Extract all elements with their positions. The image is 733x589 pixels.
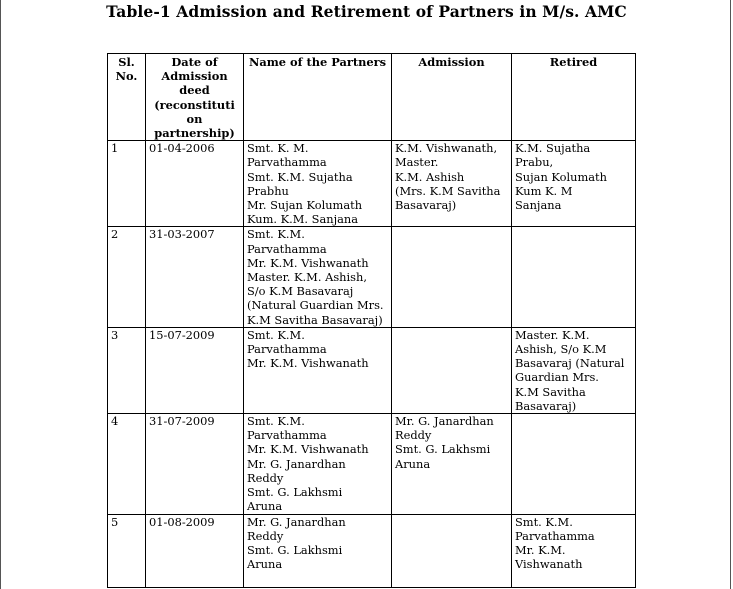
- table-body: [108, 141, 636, 587]
- cell-date: 31-07-2009: [146, 414, 244, 514]
- cell-retired-line: Parvathamma: [515, 528, 595, 543]
- header-name: Name of the Partners: [244, 54, 392, 141]
- cell-admission-line: Reddy: [395, 428, 432, 443]
- header-retired: Retired: [512, 54, 636, 141]
- cell-partners-line: Smt. K. M.: [247, 141, 309, 156]
- cell-retired: [512, 514, 636, 587]
- cell-partners-line: Smt. K.M.: [247, 414, 305, 429]
- cell-date: 01-08-2009: [146, 514, 244, 587]
- cell-partners-line: (Natural Guardian Mrs.: [247, 298, 384, 313]
- cell-admission-line: K.M. Ashish: [395, 169, 465, 184]
- cell-admission-line: Mr. G. Janardhan: [395, 414, 494, 429]
- header-sl-no: Sl. No.: [108, 54, 146, 141]
- cell-partners-line: Reddy: [247, 470, 284, 485]
- cell-partners-line: S/o K.M Basavaraj: [247, 284, 354, 299]
- cell-partners-line: Smt. G. Lakhsmi: [247, 485, 343, 500]
- cell-partners-line: Mr. G. Janardhan: [247, 456, 346, 471]
- cell-partners-line: Mr. Sujan Kolumath: [247, 198, 363, 213]
- cell-admission: [392, 514, 512, 587]
- cell-partners: [244, 227, 392, 327]
- cell-retired-line: K.M. Sujatha: [515, 141, 591, 156]
- table-row: [108, 327, 636, 413]
- cell-retired: [512, 414, 636, 514]
- cell-retired-line: Smt. K.M.: [515, 514, 573, 529]
- cell-partners-line: Smt. K.M. Sujatha: [247, 169, 353, 184]
- cell-date: 31-03-2007: [146, 227, 244, 327]
- cell-date: 01-04-2006: [146, 141, 244, 227]
- cell-partners-line: Parvathamma: [247, 428, 327, 443]
- cell-sl-no: 2: [108, 227, 146, 327]
- cell-retired-line: Basavaraj): [515, 398, 577, 413]
- cell-partners: [244, 414, 392, 514]
- cell-sl-no: 3: [108, 327, 146, 413]
- cell-partners-line: Aruna: [247, 557, 283, 572]
- cell-retired-line: K.M Savitha: [515, 384, 586, 399]
- cell-partners-line: Parvathamma: [247, 342, 327, 357]
- cell-partners-line: Master. K.M. Ashish,: [247, 270, 367, 285]
- cell-retired-line: Sanjana: [515, 198, 562, 213]
- cell-retired: [512, 327, 636, 413]
- cell-partners-line: K.M Savitha Basavaraj): [247, 312, 383, 327]
- cell-partners-line: Mr. K.M. Vishwanath: [247, 356, 369, 371]
- cell-retired-line: Sujan Kolumath: [515, 169, 607, 184]
- cell-retired-line: Ashish, S/o K.M: [515, 342, 607, 357]
- cell-sl-no: 4: [108, 414, 146, 514]
- table-row: [108, 227, 636, 327]
- cell-partners-line: Parvathamma: [247, 155, 327, 170]
- cell-partners: [244, 327, 392, 413]
- cell-partners: [244, 141, 392, 227]
- cell-partners-line: Smt. K.M.: [247, 327, 305, 342]
- table-row: [108, 141, 636, 227]
- cell-partners-line: Reddy: [247, 528, 284, 543]
- cell-retired: [512, 141, 636, 227]
- cell-date: 15-07-2009: [146, 327, 244, 413]
- cell-partners-line: Kum. K.M. Sanjana: [247, 212, 359, 227]
- cell-retired-line: Master. K.M.: [515, 327, 590, 342]
- cell-partners-line: Parvathamma: [247, 241, 327, 256]
- cell-admission-line: Basavaraj): [395, 198, 457, 213]
- table-row: [108, 514, 636, 587]
- cell-retired: [512, 227, 636, 327]
- cell-admission-line: Aruna: [395, 456, 431, 471]
- cell-admission: [392, 414, 512, 514]
- cell-sl-no: 1: [108, 141, 146, 227]
- cell-admission-line: K.M. Vishwanath,: [395, 141, 498, 156]
- cell-admission-line: Master.: [395, 155, 439, 170]
- partners-table: [107, 53, 636, 588]
- cell-retired-line: Prabu,: [515, 155, 554, 170]
- header-admission: Admission: [392, 54, 512, 141]
- cell-retired-line: Vishwanath: [515, 557, 583, 572]
- cell-partners: [244, 514, 392, 587]
- cell-admission-line: Smt. G. Lakhsmi: [395, 442, 491, 457]
- table-row: [108, 414, 636, 514]
- cell-retired-line: Kum K. M: [515, 183, 573, 198]
- cell-partners-line: Smt. G. Lakhsmi: [247, 542, 343, 557]
- cell-partners-line: Mr. K.M. Vishwanath: [247, 255, 369, 270]
- header-row: [108, 54, 636, 141]
- cell-retired-line: Basavaraj (Natural: [515, 356, 625, 371]
- cell-retired-line: Mr. K.M.: [515, 542, 566, 557]
- cell-admission: [392, 141, 512, 227]
- cell-admission-line: (Mrs. K.M Savitha: [395, 183, 501, 198]
- cell-admission: [392, 327, 512, 413]
- cell-partners-line: Smt. K.M.: [247, 227, 305, 242]
- header-date: Date of Admission deed (reconstituti on partnership): [146, 54, 244, 141]
- cell-partners-line: Prabhu: [247, 183, 289, 198]
- cell-admission: [392, 227, 512, 327]
- table-title: Table-1 Admission and Retirement of Partners in M/s. AMC: [106, 2, 627, 21]
- cell-retired-line: Guardian Mrs.: [515, 370, 599, 385]
- cell-partners-line: Mr. G. Janardhan: [247, 514, 346, 529]
- cell-partners-line: Mr. K.M. Vishwanath: [247, 442, 369, 457]
- cell-sl-no: 5: [108, 514, 146, 587]
- cell-partners-line: Aruna: [247, 499, 283, 514]
